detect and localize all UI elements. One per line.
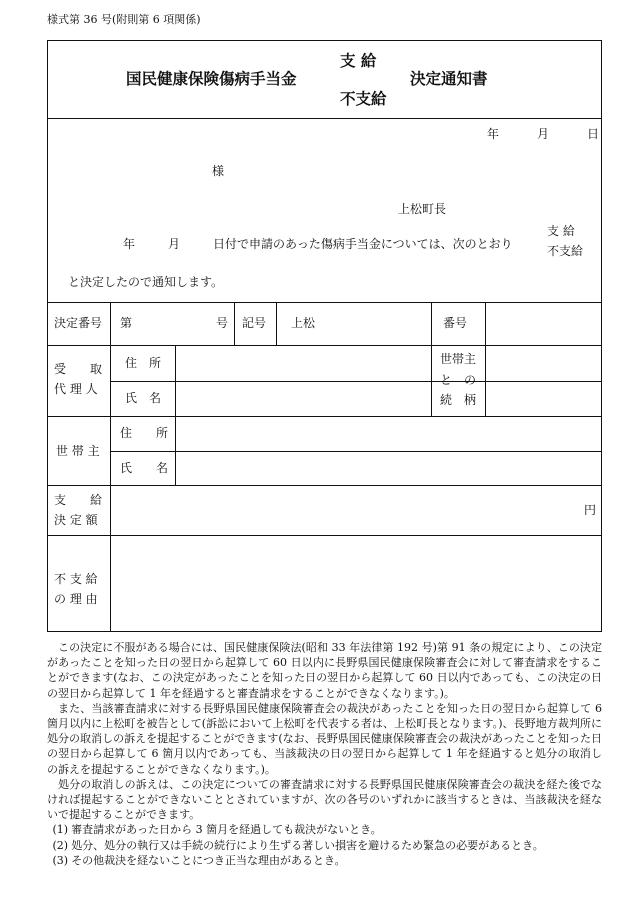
appeal-notes (47, 640, 602, 868)
notes-item-number: (1) (52, 823, 69, 837)
notes-item-number: (2) (52, 838, 69, 852)
divider (48, 118, 601, 119)
bango-label: 番号 (443, 316, 468, 330)
agent-address-label: 住 所 (125, 356, 162, 370)
notes-item (47, 838, 602, 853)
table-column-rule (431, 302, 432, 345)
table-rule (48, 485, 601, 486)
form-title-right: 決定通知書 (410, 69, 488, 88)
sentence-pay: 支 給 (547, 224, 575, 238)
amount-label-line2: 決 定 額 (54, 513, 98, 527)
notes-item-text: 処分、処分の執行又は手続の続行により生ずる著しい損害を避けるため緊急の必要があるとき。 (71, 838, 544, 852)
sentence-main: 日付で申請のあった傷病手当金については、次のとおり (213, 237, 513, 251)
notes-paragraph-2: また、当該審査請求に対する長野県国民健康保険審査会の裁決があったことを知った日の翌日から起算して 6 箇月以内に上松町を被告として(訴訟において上松町を代表する者は、上松町長となります。)、長野地方裁判所に処分の取消しの訴えを提起することができます(なお、長野県国民健康保険審査会の裁決があったことを知った日の翌日から起算して 6 箇月以内であっても、当該裁決の日の翌日から起算して 1 年を経過すると処分の取消しの訴えを提起することができなくなります。)。 (47, 701, 602, 776)
sentence-tail: と決定したので通知します。 (68, 275, 224, 289)
agent-name-label: 氏 名 (125, 391, 162, 405)
issuer: 上松町長 (398, 202, 447, 216)
table-top-rule (48, 302, 601, 303)
table-column-rule (175, 345, 176, 485)
decision-dai: 第 (120, 316, 133, 330)
reason-label-line1: 不 支 給 (54, 572, 98, 586)
notes-item-number: (3) (52, 853, 69, 867)
table-column-rule (110, 302, 111, 631)
table-column-rule (431, 345, 432, 416)
head-address-label: 住 所 (120, 426, 169, 440)
notes-item-text: その他裁決を経ないことにつき正当な理由があるとき。 (71, 853, 346, 867)
kigo-label: 記号 (242, 316, 267, 330)
recipient-suffix: 様 (212, 164, 225, 178)
head-name-label: 氏 名 (120, 461, 169, 475)
agent-label-line2: 代 理 人 (54, 382, 98, 396)
amount-label-line1: 支 給 (54, 493, 103, 507)
reason-label-line2: の 理 由 (54, 592, 98, 606)
notes-item (47, 853, 602, 868)
form-title-pay: 支 給 (340, 51, 377, 70)
kigo-value: 上松 (291, 316, 316, 330)
table-rule (110, 451, 601, 452)
notes-paragraph-1: この決定に不服がある場合には、国民健康保険法(昭和 33 年法律第 192 号)第 91 条の規定により、この決定があったことを知った日の翌日から起算して 60 日以内に長野県国民健康保険審査会に対して審査請求をすることができます(なお、この決定があったことを知った日の翌日から起算して 60 日以内であっても、この決定の日の翌日から起算して 1 年を経過すると審査請求をすることができなくなります。)。 (47, 641, 602, 700)
table-column-rule (276, 302, 277, 345)
notice-form (47, 40, 602, 632)
notes-item-text: 審査請求があった日から 3 箇月を経過しても裁決がないとき。 (71, 823, 382, 837)
sentence-year: 年 (123, 237, 136, 251)
table-column-rule (234, 302, 235, 345)
decision-number-label: 決定番号 (54, 316, 103, 330)
relation-label-line2: と の (440, 373, 477, 387)
form-title-left: 国民健康保険傷病手当金 (126, 69, 297, 88)
table-column-rule (485, 302, 486, 416)
notes-paragraph-3: 処分の取消しの訴えは、この決定についての審査請求に対する長野県国民健康保険審査会の裁決を経た後でなければ提起することができないこととされていますが、次の各号のいずれかに該当するときは、当該裁決を経ないで提起することができます。 (47, 777, 602, 822)
sentence-month: 月 (168, 237, 181, 251)
form-code: 様式第 36 号(附則第 6 項関係) (47, 13, 201, 26)
date-year: 年 (487, 127, 500, 141)
date-month: 月 (537, 127, 550, 141)
notes-item (47, 822, 602, 837)
decision-go: 号 (216, 316, 229, 330)
agent-label-line1: 受 取 (54, 362, 103, 376)
table-rule (48, 345, 601, 346)
table-rule (110, 381, 601, 382)
table-rule (48, 535, 601, 536)
amount-unit: 円 (584, 503, 597, 517)
relation-label-line1: 世帯主 (440, 352, 477, 366)
sentence-nopay: 不支給 (547, 244, 584, 258)
table-rule (48, 416, 601, 417)
relation-label-line3: 続 柄 (440, 393, 477, 407)
form-title-nopay: 不支給 (340, 89, 387, 108)
date-day: 日 (587, 127, 600, 141)
head-label: 世 帯 主 (56, 444, 100, 458)
